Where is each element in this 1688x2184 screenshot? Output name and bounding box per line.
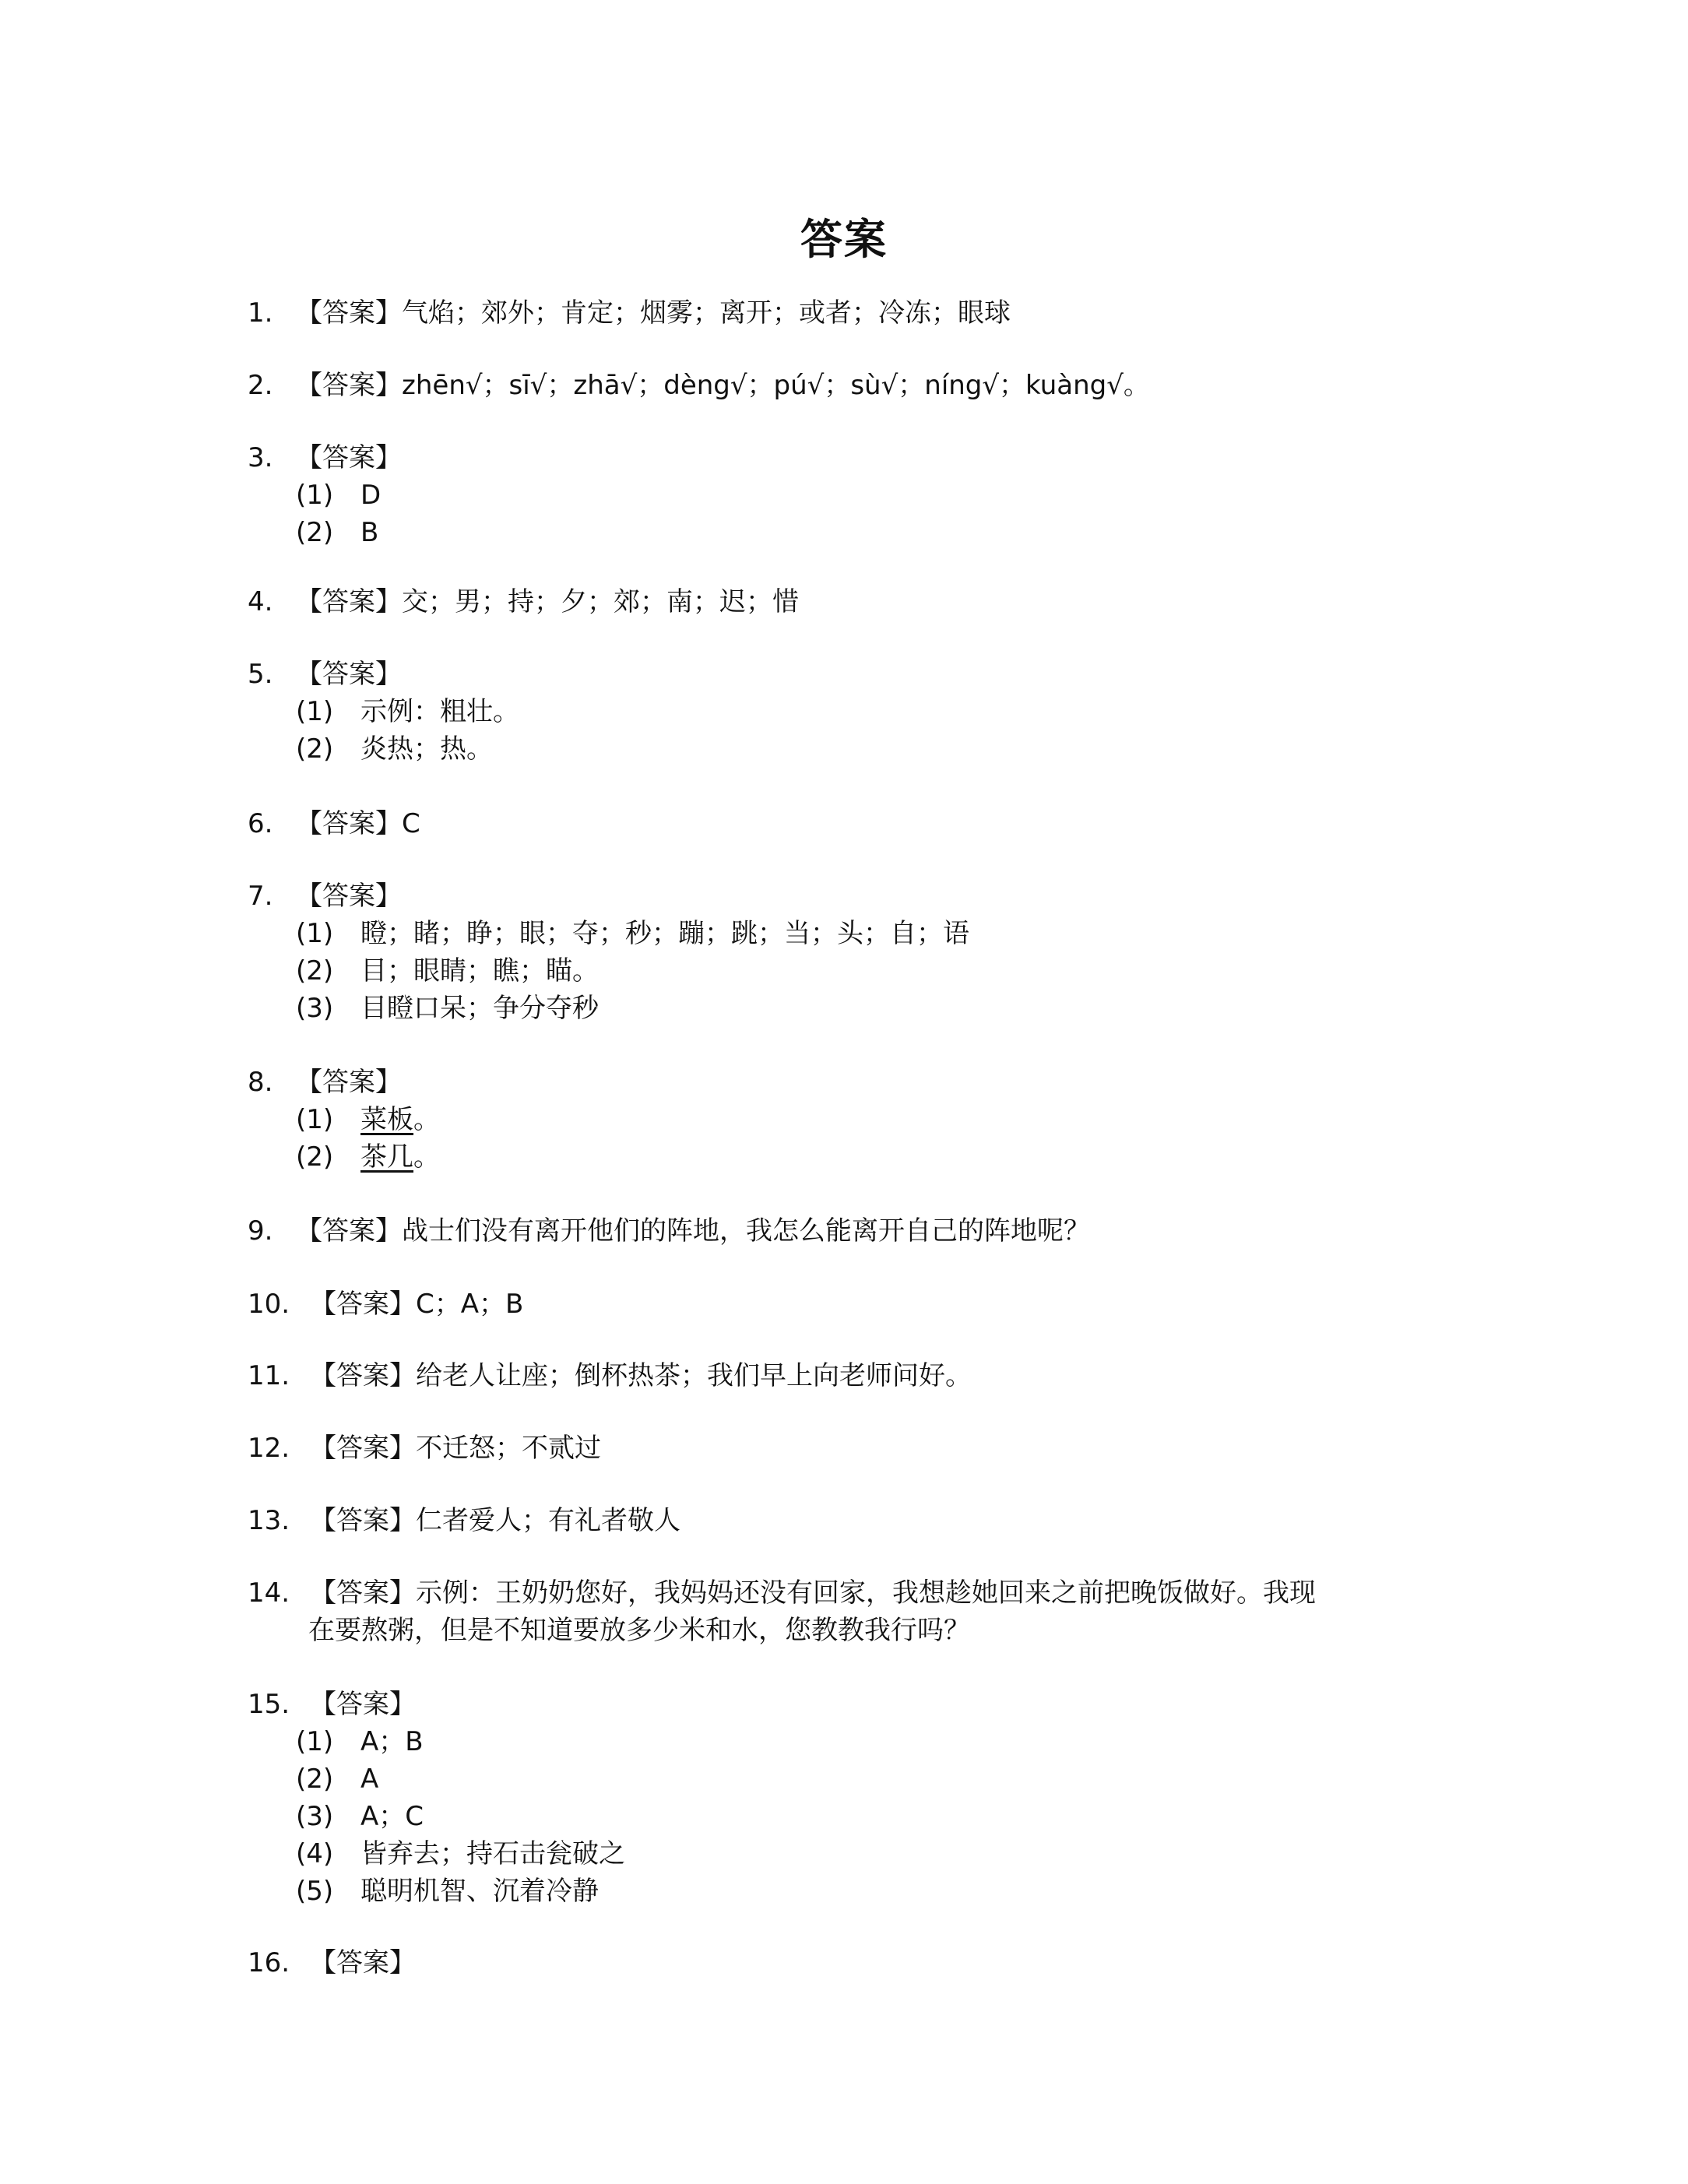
answer-item-16 bbox=[248, 1944, 1462, 1982]
sub-text: A；B bbox=[360, 1726, 424, 1757]
sub-number: (3) bbox=[296, 1801, 334, 1832]
sub-answer bbox=[248, 990, 1462, 1027]
item-number: 16. bbox=[248, 1947, 290, 1978]
item-text-continued: 在要熬粥，但是不知道要放多少米和水，您教教我行吗？ bbox=[308, 1615, 970, 1646]
sub-text: 皆弃去；持石击瓮破之 bbox=[360, 1838, 625, 1869]
answer-item-1 bbox=[248, 294, 1462, 332]
sub-answer bbox=[248, 1101, 1462, 1138]
sub-number: (2) bbox=[296, 517, 334, 548]
item-text: 【答案】 bbox=[296, 659, 402, 690]
item-number: 15. bbox=[248, 1689, 290, 1720]
sub-text: 目；眼睛；瞧；瞄。 bbox=[360, 955, 599, 986]
item-text: 【答案】 bbox=[296, 1067, 402, 1098]
item-number: 8. bbox=[248, 1067, 273, 1098]
answer-item-4 bbox=[248, 583, 1462, 621]
sub-text-underlined: 茶几 bbox=[360, 1141, 413, 1173]
sub-text: B bbox=[360, 517, 379, 548]
sub-number: (2) bbox=[296, 1141, 334, 1173]
item-number: 1. bbox=[248, 297, 273, 329]
sub-number: (1) bbox=[296, 480, 334, 511]
sub-text: A；C bbox=[360, 1801, 424, 1832]
answer-item-14 bbox=[248, 1574, 1462, 1649]
item-text: 【答案】仁者爱人；有礼者敬人 bbox=[310, 1505, 680, 1536]
item-text: 【答案】zhēn√；sī√；zhā√；dèng√；pú√；sù√；níng√；kuàng√。 bbox=[296, 370, 1150, 401]
sub-text: 瞪；睹；睁；眼；夺；秒；蹦；跳；当；头；自；语 bbox=[360, 918, 969, 949]
item-number: 11. bbox=[248, 1360, 290, 1391]
answer-item-8 bbox=[248, 1064, 1462, 1176]
item-text: 【答案】 bbox=[296, 881, 402, 912]
sub-answer bbox=[248, 1760, 1462, 1798]
sub-text: 炎热；热。 bbox=[360, 733, 493, 765]
sub-text: 聪明机智、沉着冷静 bbox=[360, 1876, 599, 1907]
sub-text-underlined: 菜板 bbox=[360, 1104, 413, 1135]
item-text: 【答案】C；A；B bbox=[310, 1289, 524, 1320]
item-text: 【答案】示例：王奶奶您好，我妈妈还没有回家，我想趁她回来之前把晚饭做好。我现 bbox=[310, 1577, 1316, 1609]
item-number: 5. bbox=[248, 659, 273, 690]
answer-item-6 bbox=[248, 805, 1462, 842]
sub-number: (2) bbox=[296, 1764, 334, 1795]
answer-item-10 bbox=[248, 1285, 1462, 1323]
sub-number: (1) bbox=[296, 1726, 334, 1757]
sub-text: D bbox=[360, 480, 382, 511]
sub-number: (1) bbox=[296, 1104, 334, 1135]
item-text: 【答案】不迁怒；不贰过 bbox=[310, 1433, 601, 1464]
sub-number: (5) bbox=[296, 1876, 334, 1907]
sub-answer bbox=[248, 1723, 1462, 1760]
item-number: 9. bbox=[248, 1215, 273, 1247]
item-text: 【答案】 bbox=[296, 442, 402, 473]
item-number: 12. bbox=[248, 1433, 290, 1464]
page-title: 答案 bbox=[800, 215, 888, 264]
item-number: 2. bbox=[248, 370, 273, 401]
answer-item-13 bbox=[248, 1502, 1462, 1539]
item-text: 【答案】战士们没有离开他们的阵地，我怎么能离开自己的阵地呢？ bbox=[296, 1215, 1090, 1247]
sub-answer bbox=[248, 730, 1462, 768]
sub-answer bbox=[248, 477, 1462, 514]
sub-answer bbox=[248, 1138, 1462, 1176]
sub-answer bbox=[248, 1798, 1462, 1835]
item-number: 4. bbox=[248, 586, 273, 617]
sub-number: (3) bbox=[296, 993, 334, 1024]
sub-answer bbox=[248, 693, 1462, 730]
item-number: 7. bbox=[248, 881, 273, 912]
answer-item-15 bbox=[248, 1686, 1462, 1910]
sub-number: (4) bbox=[296, 1838, 334, 1869]
item-number: 13. bbox=[248, 1505, 290, 1536]
item-number: 10. bbox=[248, 1289, 290, 1320]
item-text: 【答案】交；男；持；夕；郊；南；迟；惜 bbox=[296, 586, 799, 617]
item-text: 【答案】 bbox=[310, 1689, 416, 1720]
item-text: 【答案】给老人让座；倒杯热茶；我们早上向老师问好。 bbox=[310, 1360, 972, 1391]
answer-item-2 bbox=[248, 367, 1462, 404]
sub-text-tail: 。 bbox=[413, 1141, 440, 1173]
item-number: 6. bbox=[248, 808, 273, 839]
item-text: 【答案】 bbox=[310, 1947, 416, 1978]
sub-answer bbox=[248, 514, 1462, 551]
sub-number: (1) bbox=[296, 696, 334, 727]
sub-number: (2) bbox=[296, 955, 334, 986]
answer-item-12 bbox=[248, 1430, 1462, 1467]
sub-answer bbox=[248, 1835, 1462, 1873]
item-text: 【答案】C bbox=[296, 808, 420, 839]
sub-answer bbox=[248, 915, 1462, 952]
sub-answer bbox=[248, 1873, 1462, 1910]
answer-item-3 bbox=[248, 439, 1462, 551]
sub-text-tail: 。 bbox=[413, 1104, 440, 1135]
answer-item-11 bbox=[248, 1357, 1462, 1394]
answer-item-9 bbox=[248, 1212, 1462, 1250]
sub-answer bbox=[248, 952, 1462, 990]
sub-text: 示例：粗壮。 bbox=[360, 696, 519, 727]
answer-item-5 bbox=[248, 656, 1462, 768]
item-number: 14. bbox=[248, 1577, 290, 1609]
answer-item-7 bbox=[248, 877, 1462, 1027]
sub-text: A bbox=[360, 1764, 379, 1795]
item-text: 【答案】气焰；郊外；肯定；烟雾；离开；或者；冷冻；眼球 bbox=[296, 297, 1011, 329]
sub-number: (2) bbox=[296, 733, 334, 765]
item-number: 3. bbox=[248, 442, 273, 473]
sub-text: 目瞪口呆；争分夺秒 bbox=[360, 993, 599, 1024]
sub-number: (1) bbox=[296, 918, 334, 949]
